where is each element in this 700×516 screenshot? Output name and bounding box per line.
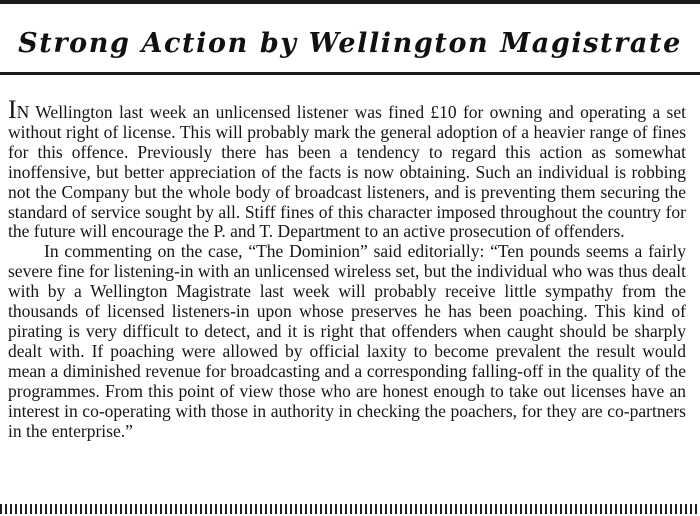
article-headline: Strong Action by Wellington Magistrate [18,28,682,59]
paragraph-1 [8,95,686,242]
article-body [8,95,686,441]
headline-rule [0,72,700,75]
paragraph-2: In commenting on the case, “The Dominion” said editorially: “Ten pounds seems a fairly severe fine for listening-in with an unlicensed wireless set, but the individual who was thus dealt with by a Wellington Magistrate last week will probably receive little sympathy from the thousands of licensed listeners-in upon whose preserves he has been poaching. This kind of pirating is very difficult to detect, and it is right that offenders when caught should be sharply dealt with. If poaching were allowed by official laxity to become prevalent the result would mean a diminished revenue for broadcasting and a corresponding falling-off in the quality of the programmes. From this point of view those who are honest enough to take out licenses have an interest in co-operating with those in authority in checking the poachers, for they are co-partners in the enterprise.” [8,241,686,441]
top-border [0,0,700,4]
drop-cap: I [8,95,17,124]
paragraph-1-text: N Wellington last week an unlicensed listener was fined £10 for owning and operating a set without right of license. This will probably mark the general adoption of a heavier range of fines for this offence. Previously there has been a tendency to regard this action as somewhat inoffensive, but better appreciation of the facts is now obtaining. Such an individual is robbing not the Company but the whole body of broadcast listeners, and is preventing them securing the standard of service sought by all. Stiff fines of this character imposed throughout the country for the future will encourage the P. and T. Department to an active prosecution of offenders. [8,102,686,242]
dotted-bottom-border [0,504,700,514]
